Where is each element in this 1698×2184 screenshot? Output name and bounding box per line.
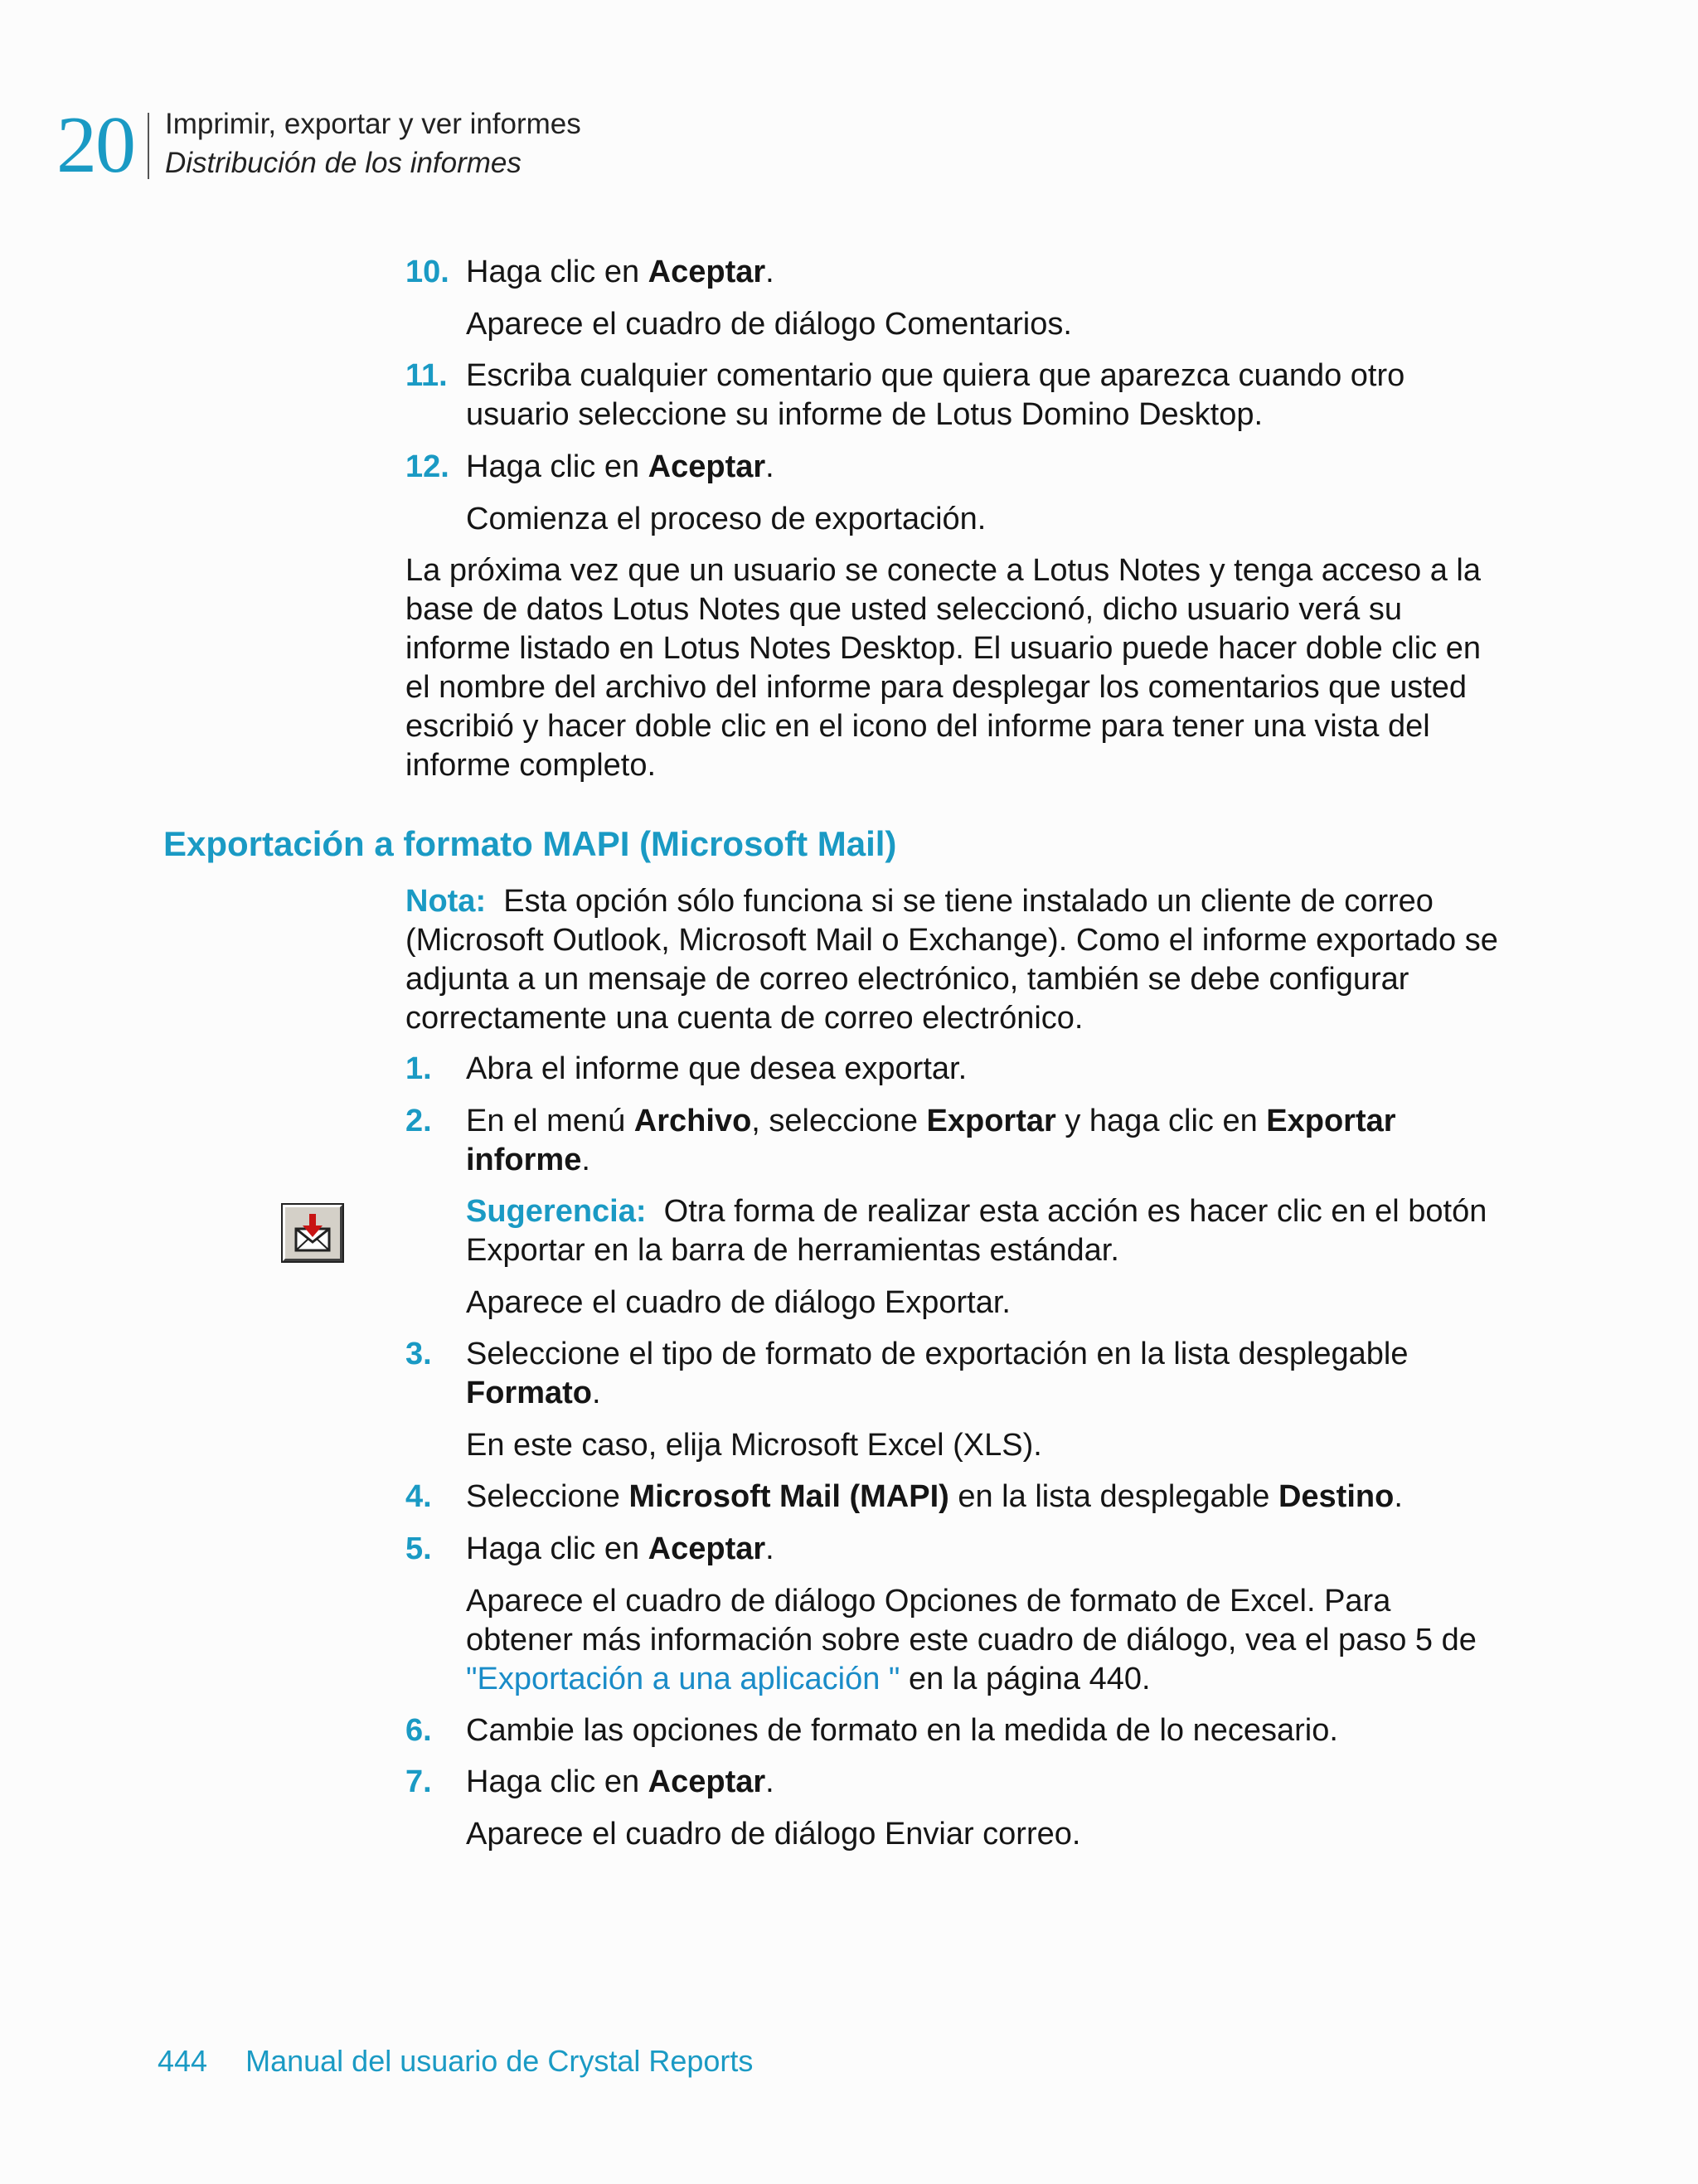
note-block — [405, 882, 1500, 1038]
step-text: Cambie las opciones de formato en la medida de lo necesario. — [466, 1713, 1338, 1748]
page-footer — [158, 2043, 753, 2080]
step-11 — [405, 357, 1508, 434]
step-4 — [405, 1478, 1508, 1517]
header-divider — [148, 113, 149, 179]
step-3-result: En este caso, elija Microsoft Excel (XLS). — [466, 1428, 1042, 1463]
step-text: Abra el informe que desea exportar. — [466, 1051, 968, 1086]
step-3 — [405, 1335, 1508, 1413]
chapter-number: 20 — [56, 100, 134, 190]
step-number: 1. — [405, 1051, 432, 1086]
note-text: Esta opción sólo funciona si se tiene instalado un cliente de correo (Microsoft Outlook, Microsoft Mail o Exchange). Como el informe exportado se adjunta a un mensaje de correo electrónico, también se debe configurar correctamente una cuenta de correo electrónico. — [405, 884, 1498, 1036]
step-10 — [405, 253, 1508, 292]
cross-reference-link[interactable]: "Exportación a una aplicación " — [466, 1662, 900, 1696]
step-text: Haga clic en Aceptar. — [466, 1531, 774, 1566]
step-number: 7. — [405, 1764, 432, 1799]
export-mail-icon — [283, 1205, 342, 1261]
step-number: 10. — [405, 255, 449, 289]
step-12-result: Comienza el proceso de exportación. — [466, 502, 987, 536]
step-text: Haga clic en Aceptar. — [466, 1764, 774, 1799]
step-number: 3. — [405, 1337, 432, 1371]
step-10-result: Aparece el cuadro de diálogo Comentarios. — [466, 307, 1072, 342]
step-1 — [405, 1050, 1508, 1089]
step-text: Seleccione el tipo de formato de exportación en la lista desplegable Formato. — [466, 1337, 1409, 1410]
body-paragraph: La próxima vez que un usuario se conecte a Lotus Notes y tenga acceso a la base de datos Lotus Notes que usted seleccionó, dicho usuario verá su informe listado en Lotus Notes Desktop. El usuario puede hacer doble clic en el nombre del archivo del informe para desplegar los comentarios que usted escribió y hacer doble clic en el icono del informe para tener una vista del informe completo. — [405, 553, 1482, 783]
step-text: Seleccione Microsoft Mail (MAPI) en la lista desplegable Destino. — [466, 1479, 1403, 1514]
tip-label: Sugerencia: — [466, 1194, 647, 1229]
section-subtitle: Distribución de los informes — [165, 147, 522, 179]
step-2 — [405, 1102, 1508, 1180]
page-number: 444 — [158, 2044, 208, 2078]
step-5-result: Aparece el cuadro de diálogo Opciones de formato de Excel. Para obtener más información sobre este cuadro de diálogo, vea el paso 5 de "Exportación a una aplicación " en la página 440. — [466, 1584, 1477, 1696]
step-number: 2. — [405, 1104, 432, 1138]
section-heading: Exportación a formato MAPI (Microsoft Mail) — [163, 824, 897, 863]
step-text: Escriba cualquier comentario que quiera que aparezca cuando otro usuario seleccione su informe de Lotus Domino Desktop. — [466, 358, 1405, 432]
step-text: En el menú Archivo, seleccione Exportar y haga clic en Exportar informe. — [466, 1104, 1396, 1177]
step-text: Haga clic en Aceptar. — [466, 255, 774, 289]
step-6 — [405, 1711, 1508, 1750]
tip-block — [466, 1192, 1502, 1270]
note-label: Nota: — [405, 884, 487, 919]
step-text: Haga clic en Aceptar. — [466, 449, 774, 484]
step-number: 5. — [405, 1531, 432, 1566]
footer-title: Manual del usuario de Crystal Reports — [245, 2044, 754, 2078]
step-number: 11. — [405, 358, 448, 393]
chapter-title: Imprimir, exportar y ver informes — [165, 108, 581, 140]
step-number: 12. — [405, 449, 449, 484]
step-7-result: Aparece el cuadro de diálogo Enviar correo. — [466, 1817, 1081, 1852]
step-7 — [405, 1763, 1508, 1802]
tip-text: Otra forma de realizar esta acción es hacer clic en el botón Exportar en la barra de herramientas estándar. — [466, 1194, 1487, 1268]
step-5 — [405, 1530, 1508, 1569]
step-2-result: Aparece el cuadro de diálogo Exportar. — [466, 1285, 1011, 1320]
step-12 — [405, 448, 1508, 487]
step-number: 4. — [405, 1479, 432, 1514]
running-header — [56, 100, 803, 190]
step-number: 6. — [405, 1713, 432, 1748]
